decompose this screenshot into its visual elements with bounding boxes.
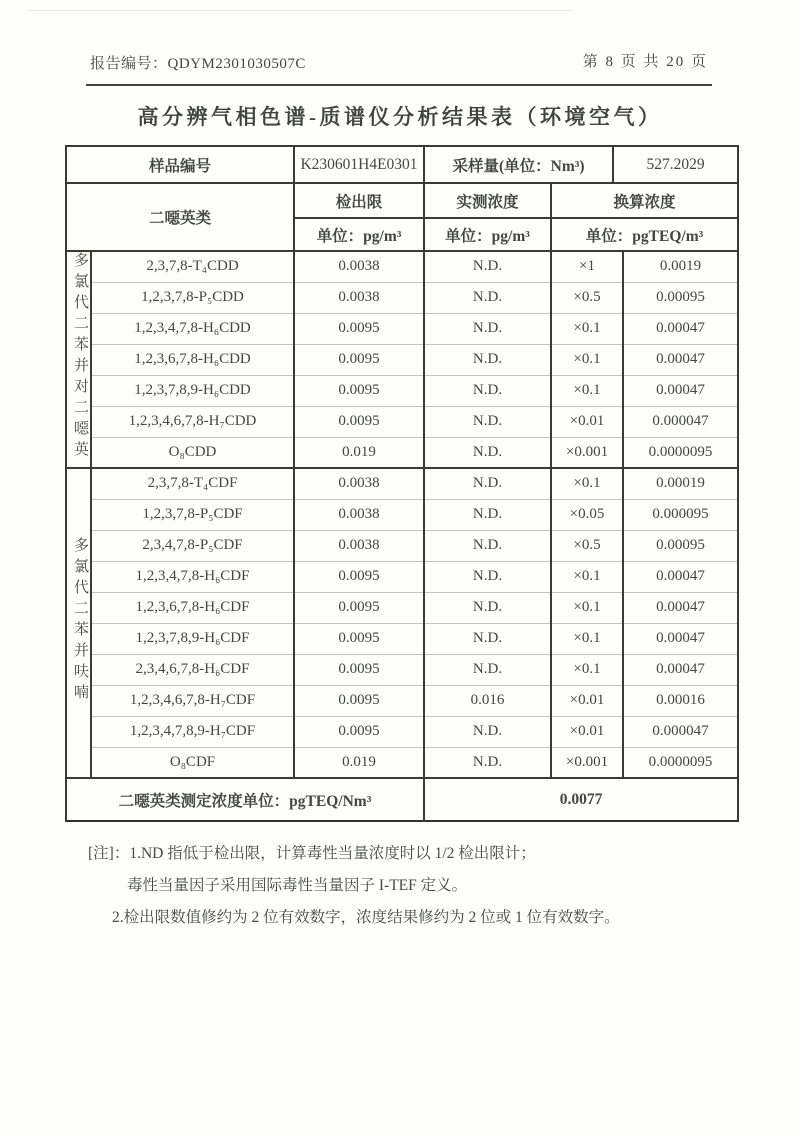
detection-limit-value: 0.0095 xyxy=(294,685,424,716)
teq-value: 0.00095 xyxy=(623,530,738,561)
measured-value: N.D. xyxy=(424,530,551,561)
measured-value: N.D. xyxy=(424,282,551,313)
teq-value: 0.00047 xyxy=(623,375,738,406)
detection-limit-value: 0.0095 xyxy=(294,313,424,344)
table-row xyxy=(66,437,738,468)
unit-converted: 单位：pgTEQ/m³ xyxy=(551,218,738,251)
unit-measured: 单位：pg/m³ xyxy=(424,218,551,251)
tef-factor: ×0.5 xyxy=(551,282,623,313)
detection-limit-value: 0.019 xyxy=(294,437,424,468)
tef-factor: ×0.1 xyxy=(551,375,623,406)
sample-info-row xyxy=(66,146,738,183)
teq-value: 0.000047 xyxy=(623,716,738,747)
congener-name: 1,2,3,4,7,8-H₆CDF xyxy=(91,561,294,592)
congener-name: 1,2,3,7,8,9-H₆CDD xyxy=(91,375,294,406)
table-row xyxy=(66,592,738,623)
col-converted: 换算浓度 xyxy=(551,183,738,218)
detection-limit-value: 0.0095 xyxy=(294,592,424,623)
measured-value: N.D. xyxy=(424,344,551,375)
table-row xyxy=(66,282,738,313)
col-detection-limit: 检出限 xyxy=(294,183,424,218)
total-teq-label: 二噁英类测定浓度单位：pgTEQ/Nm³ xyxy=(66,778,424,821)
measured-value: N.D. xyxy=(424,561,551,592)
table-footer xyxy=(66,778,738,821)
teq-value: 0.0000095 xyxy=(623,437,738,468)
congener-name: O₈CDD xyxy=(91,437,294,468)
table-row xyxy=(66,747,738,778)
table-header xyxy=(66,146,738,251)
sample-id-label: 样品编号 xyxy=(66,146,294,183)
report-number: 报告编号：QDYM2301030507C xyxy=(90,56,306,72)
detection-limit-value: 0.0095 xyxy=(294,344,424,375)
section-label xyxy=(66,468,91,778)
congener-name: 1,2,3,6,7,8-H₆CDF xyxy=(91,592,294,623)
measured-value: N.D. xyxy=(424,592,551,623)
sample-volume-label: 采样量(单位：Nm³) xyxy=(424,146,613,183)
table-row xyxy=(66,530,738,561)
teq-value: 0.00047 xyxy=(623,344,738,375)
tef-factor: ×0.01 xyxy=(551,685,623,716)
teq-value: 0.00095 xyxy=(623,282,738,313)
congener-name: 2,3,7,8-T₄CDF xyxy=(91,468,294,499)
congener-name: 1,2,3,4,6,7,8-H₇CDD xyxy=(91,406,294,437)
tef-factor: ×0.01 xyxy=(551,716,623,747)
tef-factor: ×0.1 xyxy=(551,344,623,375)
table-row xyxy=(66,716,738,747)
table-row xyxy=(66,251,738,282)
measured-value: N.D. xyxy=(424,375,551,406)
teq-value: 0.00047 xyxy=(623,561,738,592)
total-teq-row xyxy=(66,778,738,821)
measured-value: N.D. xyxy=(424,251,551,282)
tef-factor: ×0.01 xyxy=(551,406,623,437)
analysis-results-table xyxy=(65,145,739,822)
congener-name: O₈CDF xyxy=(91,747,294,778)
measured-value: N.D. xyxy=(424,437,551,468)
header-divider xyxy=(86,84,712,86)
measured-value: N.D. xyxy=(424,654,551,685)
col-measured: 实测浓度 xyxy=(424,183,551,218)
tef-factor: ×0.001 xyxy=(551,437,623,468)
tef-factor: ×0.1 xyxy=(551,592,623,623)
table-row xyxy=(66,406,738,437)
teq-value: 0.000047 xyxy=(623,406,738,437)
detection-limit-value: 0.0038 xyxy=(294,282,424,313)
tef-factor: ×0.1 xyxy=(551,561,623,592)
tef-factor: ×0.05 xyxy=(551,499,623,530)
congener-name: 1,2,3,7,8-P₅CDF xyxy=(91,499,294,530)
table-row xyxy=(66,654,738,685)
section-label xyxy=(66,251,91,468)
congener-name: 2,3,4,6,7,8-H₆CDF xyxy=(91,654,294,685)
tef-factor: ×0.1 xyxy=(551,654,623,685)
dioxin-table-body xyxy=(66,251,738,778)
teq-value: 0.00016 xyxy=(623,685,738,716)
detection-limit-value: 0.0095 xyxy=(294,654,424,685)
table-row xyxy=(66,623,738,654)
detection-limit-value: 0.0095 xyxy=(294,716,424,747)
congener-name: 2,3,7,8-T₄CDD xyxy=(91,251,294,282)
congener-name: 1,2,3,7,8,9-H₆CDF xyxy=(91,623,294,654)
tef-factor: ×0.1 xyxy=(551,468,623,499)
detection-limit-value: 0.0038 xyxy=(294,530,424,561)
teq-value: 0.00047 xyxy=(623,654,738,685)
tef-factor: ×1 xyxy=(551,251,623,282)
footnote-line-2: 毒性当量因子采用国际毒性当量因子 I-TEF 定义。 xyxy=(127,877,468,894)
tef-factor: ×0.1 xyxy=(551,313,623,344)
teq-value: 0.00047 xyxy=(623,313,738,344)
table-row xyxy=(66,499,738,530)
tef-factor: ×0.1 xyxy=(551,623,623,654)
footnote-line-1: [注]：1.ND 指低于检出限，计算毒性当量浓度时以 1/2 检出限计； xyxy=(88,845,536,862)
teq-value: 0.0019 xyxy=(623,251,738,282)
teq-value: 0.000095 xyxy=(623,499,738,530)
detection-limit-value: 0.0095 xyxy=(294,375,424,406)
tef-factor: ×0.001 xyxy=(551,747,623,778)
table-row xyxy=(66,344,738,375)
footnotes xyxy=(88,838,728,934)
table-row xyxy=(66,685,738,716)
footnote-line-3: 2.检出限数值修约为 2 位有效数字，浓度结果修约为 2 位或 1 位有效数字。 xyxy=(112,909,620,926)
scan-artifact-line xyxy=(28,10,573,11)
congener-name: 1,2,3,4,6,7,8-H₇CDF xyxy=(91,685,294,716)
detection-limit-value: 0.0038 xyxy=(294,468,424,499)
congener-name: 1,2,3,4,7,8,9-H₇CDF xyxy=(91,716,294,747)
detection-limit-value: 0.0095 xyxy=(294,561,424,592)
detection-limit-value: 0.019 xyxy=(294,747,424,778)
congener-name: 1,2,3,7,8-P₅CDD xyxy=(91,282,294,313)
detection-limit-value: 0.0038 xyxy=(294,499,424,530)
sample-id-value: K230601H4E0301 xyxy=(294,146,424,183)
congener-name: 1,2,3,6,7,8-H₆CDD xyxy=(91,344,294,375)
detection-limit-value: 0.0095 xyxy=(294,406,424,437)
page-indicator: 第 8 页 共 20 页 xyxy=(582,54,708,70)
tef-factor: ×0.5 xyxy=(551,530,623,561)
measured-value: N.D. xyxy=(424,313,551,344)
section-label-text: 多氯代二苯并呋喃 xyxy=(72,536,88,705)
table-row xyxy=(66,561,738,592)
unit-detection-limit: 单位：pg/m³ xyxy=(294,218,424,251)
total-teq-value: 0.0077 xyxy=(424,778,738,821)
measured-value: 0.016 xyxy=(424,685,551,716)
section-label-text: 多氯代二苯并对二噁英 xyxy=(72,252,88,462)
measured-value: N.D. xyxy=(424,747,551,778)
detection-limit-value: 0.0038 xyxy=(294,251,424,282)
measured-value: N.D. xyxy=(424,623,551,654)
table-row xyxy=(66,468,738,499)
table-row xyxy=(66,375,738,406)
measured-value: N.D. xyxy=(424,406,551,437)
teq-value: 0.0000095 xyxy=(623,747,738,778)
teq-value: 0.00019 xyxy=(623,468,738,499)
measured-value: N.D. xyxy=(424,716,551,747)
page-title: 高分辨气相色谱-质谱仪分析结果表（环境空气） xyxy=(137,105,663,129)
teq-value: 0.00047 xyxy=(623,623,738,654)
table-row xyxy=(66,313,738,344)
congener-name: 1,2,3,4,7,8-H₆CDD xyxy=(91,313,294,344)
teq-value: 0.00047 xyxy=(623,592,738,623)
detection-limit-value: 0.0095 xyxy=(294,623,424,654)
sample-volume-value: 527.2029 xyxy=(613,146,738,183)
measured-value: N.D. xyxy=(424,499,551,530)
congener-name: 2,3,4,7,8-P₅CDF xyxy=(91,530,294,561)
measured-value: N.D. xyxy=(424,468,551,499)
column-header-row xyxy=(66,183,738,218)
category-label: 二噁英类 xyxy=(66,183,294,251)
